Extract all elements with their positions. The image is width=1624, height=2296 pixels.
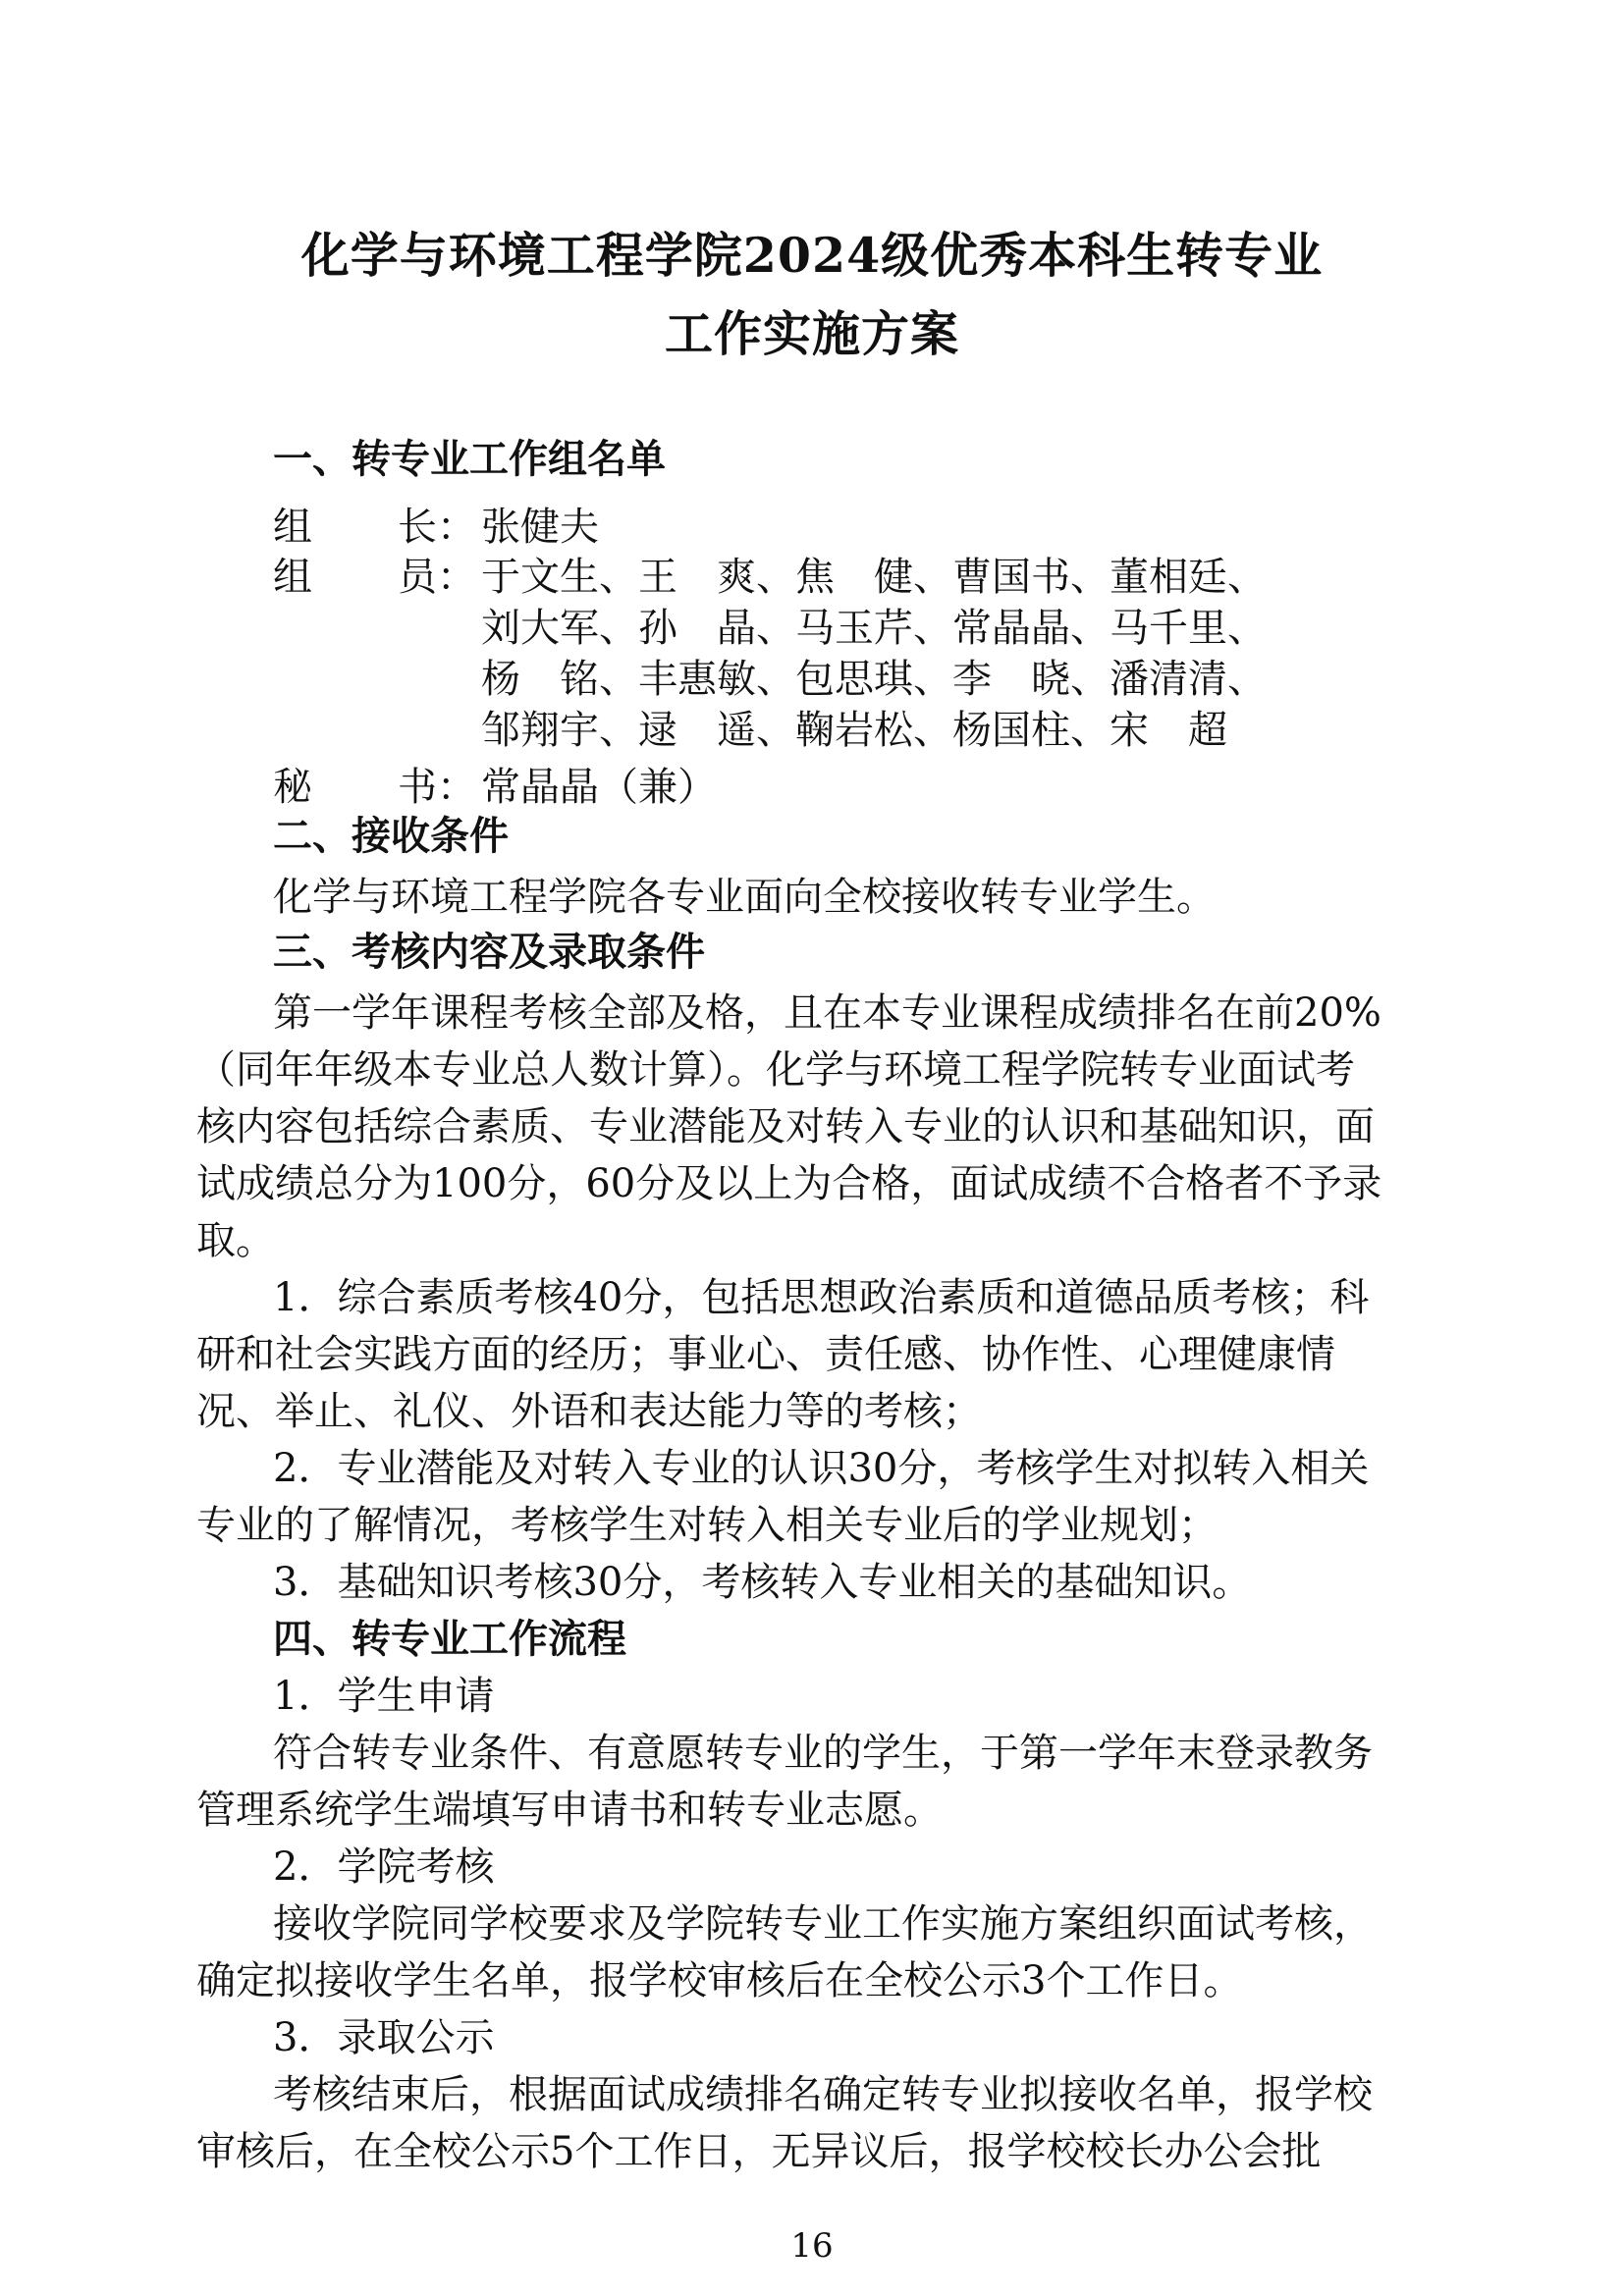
- members-line-1: 于文生、王 爽、焦 健、曹国书、董相廷、: [481, 555, 1267, 600]
- leader-label-right: 长：: [398, 505, 476, 550]
- members-line-4: 邹翔宇、逯 遥、鞠岩松、杨国柱、宋 超: [481, 708, 1227, 753]
- step-2-line-1: 接收学院同学校要求及学院转专业工作实施方案组织面试考核，: [273, 1901, 1373, 1947]
- page-number: 16: [790, 2226, 834, 2266]
- step-1-line-2: 管理系统学生端填写申请书和转专业志愿。: [196, 1788, 943, 1833]
- step-1-title: 1．学生申请: [273, 1674, 495, 1719]
- document-title-line-2: 工作实施方案: [664, 305, 959, 362]
- secretary-label-left: 秘: [273, 765, 312, 810]
- members-label-left: 组: [273, 555, 312, 600]
- step-3-line-2: 审核后，在全校公示5个工作日，无异议后，报学校校长办公会批: [196, 2129, 1322, 2174]
- section-3-heading: 三、考核内容及录取条件: [273, 929, 705, 975]
- section-3-item-1-line-3: 况、举止、礼仪、外语和表达能力等的考核；: [196, 1389, 982, 1434]
- section-3-item-2-line-1: 2．专业潜能及对转入专业的认识30分，考核学生对拟转入相关: [273, 1446, 1370, 1491]
- leader-name: 张健夫: [481, 505, 599, 550]
- members-label-right: 员：: [398, 555, 476, 600]
- members-line-2: 刘大军、孙 晶、马玉芹、常晶晶、马千里、: [481, 606, 1267, 651]
- section-3-item-1-line-2: 研和社会实践方面的经历；事业心、责任感、协作性、心理健康情: [196, 1332, 1335, 1377]
- secretary-name: 常晶晶（兼）: [481, 765, 717, 810]
- section-4-heading: 四、转专业工作流程: [273, 1616, 626, 1662]
- section-3-para-line-2: （同年年级本专业总人数计算）。化学与环境工程学院转专业面试考: [196, 1047, 1355, 1093]
- section-3-para-line-5: 取。: [196, 1218, 275, 1263]
- step-3-title: 3．录取公示: [273, 2015, 495, 2060]
- section-2-heading: 二、接收条件: [273, 813, 509, 859]
- section-3-item-3: 3．基础知识考核30分，考核转入专业相关的基础知识。: [273, 1560, 1252, 1605]
- section-3-para-line-1: 第一学年课程考核全部及格，且在本专业课程成绩排名在前20%: [273, 990, 1381, 1036]
- leader-label-left: 组: [273, 505, 312, 550]
- step-2-line-2: 确定拟接收学生名单，报学校审核后在全校公示3个工作日。: [196, 1958, 1243, 2003]
- document-title-line-1: 化学与环境工程学院2024级优秀本科生转专业: [300, 227, 1324, 284]
- section-3-para-line-4: 试成绩总分为100分，60分及以上为合格，面试成绩不合格者不予录: [196, 1161, 1382, 1206]
- members-line-3: 杨 铭、丰惠敏、包思琪、李 晓、潘清清、: [481, 657, 1267, 702]
- section-2-body: 化学与环境工程学院各专业面向全校接收转专业学生。: [273, 875, 1216, 920]
- step-1-line-1: 符合转专业条件、有意愿转专业的学生，于第一学年末登录教务: [273, 1731, 1373, 1776]
- section-1-heading: 一、转专业工作组名单: [273, 436, 666, 482]
- step-3-line-1: 考核结束后，根据面试成绩排名确定转专业拟接收名单，报学校: [273, 2072, 1373, 2117]
- section-3-para-line-3: 核内容包括综合素质、专业潜能及对转入专业的认识和基础知识，面: [196, 1104, 1375, 1149]
- secretary-label-right: 书：: [398, 765, 476, 810]
- step-2-title: 2．学院考核: [273, 1844, 495, 1890]
- section-3-item-1-line-1: 1．综合素质考核40分，包括思想政治素质和道德品质考核；科: [273, 1275, 1370, 1320]
- section-3-item-2-line-2: 专业的了解情况，考核学生对转入相关专业后的学业规划；: [196, 1503, 1218, 1548]
